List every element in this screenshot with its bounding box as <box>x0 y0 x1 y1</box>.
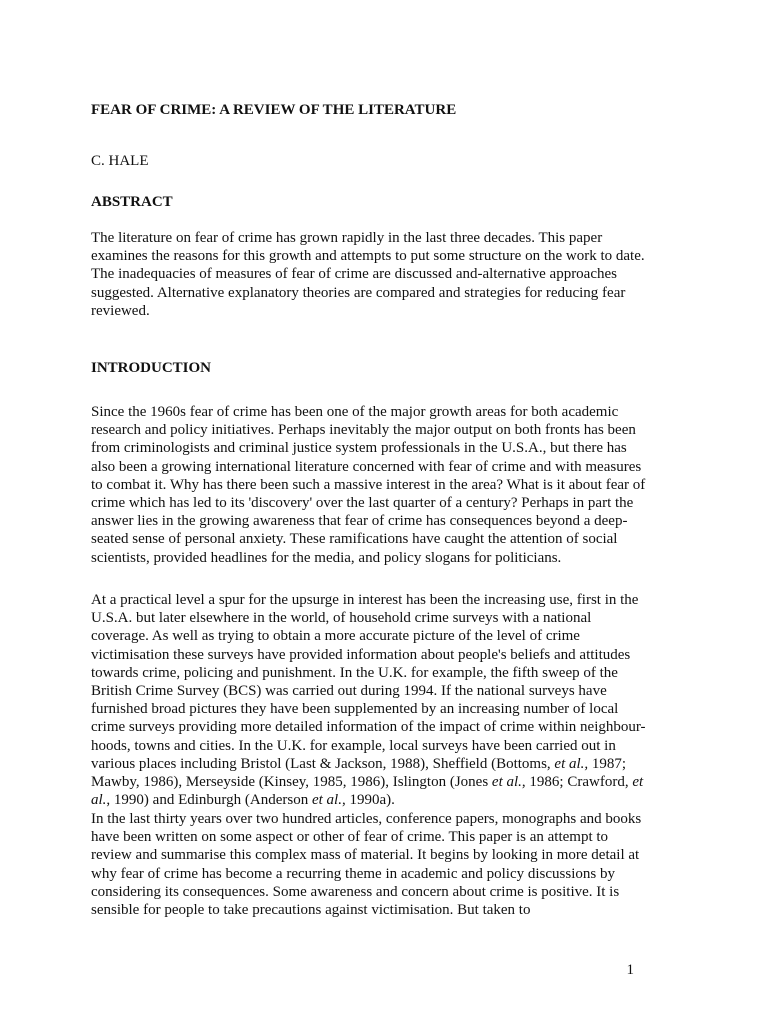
page-number: 1 <box>626 962 634 978</box>
abstract-heading: ABSTRACT <box>91 194 173 210</box>
et-al-citation: et al. <box>311 792 342 809</box>
intro-paragraph-3: In the last thirty years over two hundred articles, conference papers, monographs and books have been written on some aspect or other of fear of crime. This paper is an attempt to review and summarise this complex mass of material. It begins by looking in more detail at why fear of crime has become a recurring theme in academic and policy discussions by considering its consequences. Some awareness and concern about crime is positive. It is sensible for people to take precautions against victimisation. But taken to <box>91 811 642 919</box>
et-al-citation: et al. <box>491 774 522 791</box>
paragraph-2-text-2: 1987; Mawby, 1986), Merseyside (Kinsey, 1985, 1986), Islington (Jones <box>91 755 627 791</box>
paragraph-2-text-3: , 1986; Crawford, <box>521 774 633 791</box>
paragraph-2-text-5: , 1990a). <box>341 792 395 809</box>
intro-paragraph-2 <box>91 591 651 809</box>
paragraph-2-text-1: At a practical level a spur for the upsurge in interest has been the increasing use, first in the U.S.A. but later elsewhere in the world, of household crime surveys with a national coverage. As well as trying to obtain a more accurate picture of the level of crime victimisation these surveys have provided information about people's beliefs and attitudes towards crime, policing and punishment. In the U.K. for example, the fifth sweep of the British Crime Survey (BCS) was carried out during 1994. If the national surveys have furnished broad pictures they have been supplemented by an increasing number of local crime surveys providing more detailed information of the impact of crime within neighbour-hoods, towns and cities. In the U.K. for example, local surveys have been carried out in various places including Bristol (Last & Jackson, 1988), Sheffield (Bottoms, <box>91 592 646 772</box>
paragraph-2-text-4: , 1990) and Edinburgh (Anderson <box>106 792 312 809</box>
et-al-citation: et al. <box>91 774 644 809</box>
et-al-citation: et al., <box>554 755 589 772</box>
introduction-heading: INTRODUCTION <box>91 360 212 376</box>
author-name: C. HALE <box>91 153 149 169</box>
intro-paragraph-1: Since the 1960s fear of crime has been one of the major growth areas for both academic research and policy initiatives. Perhaps inevitably the major output on both fronts has been from criminologists and criminal justice system professionals in the U.S.A., but there has also been a growing international literature concerned with fear of crime and with measures to combat it. Why has there been such a massive interest in the area? What is it about fear of crime which has led to its 'discovery' over the last quarter of a century? Perhaps in part the answer lies in the growing awareness that fear of crime has consequences beyond a deep-seated sense of personal anxiety. These ramifications have caught the attention of social scientists, provided headlines for the media, and policy slogans for politicians. <box>91 404 646 566</box>
document-body <box>91 101 651 919</box>
document-title: FEAR OF CRIME: A REVIEW OF THE LITERATURE <box>91 102 457 118</box>
abstract-paragraph: The literature on fear of crime has grown rapidly in the last three decades. This paper examines the reasons for this growth and attempts to put some structure on the work to date. The inadequacies of measures of fear of crime are discussed and-alternative approaches suggested. Alternative explanatory theories are compared and strategies for reducing fear reviewed. <box>91 230 645 319</box>
